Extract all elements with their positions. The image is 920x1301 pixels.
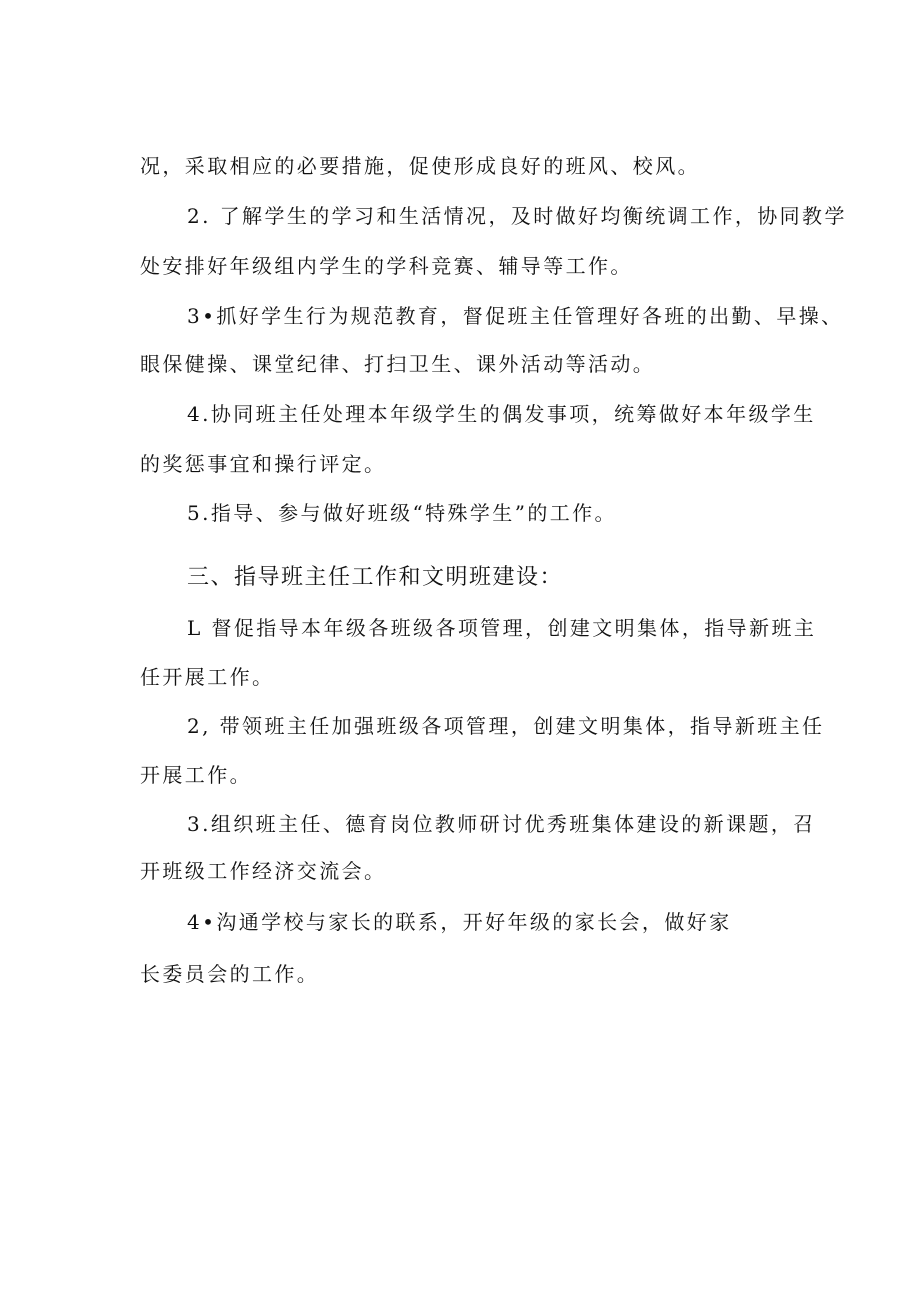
section3-item3-line2: 开班级工作经济交流会。 — [140, 859, 387, 883]
section2-item1-continuation: 况，采取相应的必要措施，促使形成良好的班风、校风。 — [140, 154, 700, 178]
section2-item2-line2: 处安排好年级组内学生的学科竞赛、辅导等工作。 — [140, 254, 633, 278]
section2-item3-line2: 眼保健操、课堂纪律、打扫卫生、课外活动等活动。 — [140, 352, 656, 376]
section3-heading: 三、指导班主任工作和文明班建设： — [187, 565, 564, 590]
section3-item4-line1: 4•沟通学校与家长的联系，开好年级的家长会，做好家 — [187, 910, 732, 934]
section3-item1-line2: 任开展工作。 — [140, 665, 275, 689]
section2-item3-line1: 3•抓好学生行为规范教育，督促班主任管理好各班的出勤、早操、 — [187, 304, 844, 328]
section3-item2-line2: 开展工作。 — [140, 763, 252, 787]
section2-item5-line1: 5.指导、参与做好班级“特殊学生”的工作。 — [187, 501, 617, 525]
section2-item2-line1: 2. 了解学生的学习和生活情况，及时做好均衡统调工作，协同教学 — [187, 204, 847, 228]
section2-item4-line1: 4.协同班主任处理本年级学生的偶发事项，统筹做好本年级学生 — [187, 402, 816, 426]
section3-item2-line1: 2, 带领班主任加强班级各项管理，创建文明集体，指导新班主任 — [187, 714, 825, 738]
section2-item4-line2: 的奖惩事宜和操行评定。 — [140, 452, 387, 476]
section3-item3-line1: 3.组织班主任、德育岗位教师研讨优秀班集体建设的新课题，召 — [187, 812, 816, 836]
section3-item1-line1: L 督促指导本年级各班级各项管理，创建文明集体，指导新班主 — [187, 616, 817, 640]
section3-item4-line2: 长委员会的工作。 — [140, 962, 320, 986]
